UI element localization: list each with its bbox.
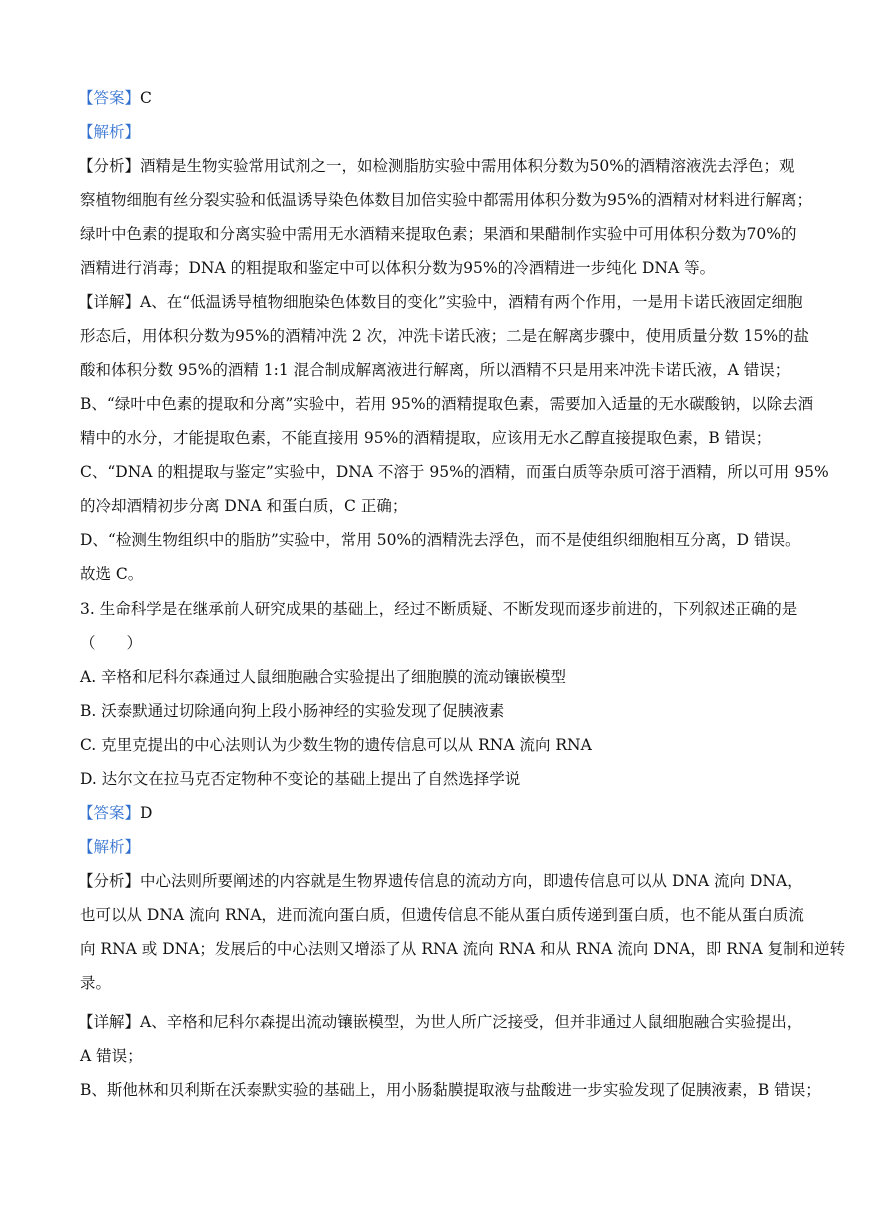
- q3-fenxi-line-3: 向 RNA 或 DNA；发展后的中心法则又增添了从 RNA 流向 RNA 和从 RNA 流向 DNA，即 RNA 复制和逆转: [80, 940, 846, 958]
- q2-fenxi-line-1: [78, 156, 794, 176]
- q2-xiangjie-line-2: 形态后，用体积分数为95%的酒精冲洗 2 次，冲洗卡诺氏液；二是在解离步骤中，使用质量分数 15%的盐: [80, 327, 810, 345]
- fenxi-text: 酒精是生物实验常用试剂之一，如检测脂肪实验中需用体积分数为50%的酒精溶液洗去浮色；观: [140, 157, 795, 175]
- q2-fenxi-line-4: 酒精进行消毒；DNA 的粗提取和鉴定中可以体积分数为95%的冷酒精进一步纯化 DNA 等。: [80, 259, 716, 277]
- fenxi-tag: 【分析】: [78, 872, 141, 890]
- q3-fenxi-line-2: 也可以从 DNA 流向 RNA，进而流向蛋白质，但遗传信息不能从蛋白质传递到蛋白质，也不能从蛋白质流: [80, 906, 804, 924]
- q3-option-a: A. 辛格和尼科尔森通过人鼠细胞融合实验提出了细胞膜的流动镶嵌模型: [80, 668, 567, 686]
- q3-option-d: D. 达尔文在拉马克否定物种不变论的基础上提出了自然选择学说: [80, 770, 521, 788]
- q2-xiangjie-line-9: 故选 C。: [80, 565, 144, 583]
- q3-stem-line-2: （ ）: [80, 634, 143, 652]
- q3-stem-line-1: 3. 生命科学是在继承前人研究成果的基础上，经过不断质疑、不断发现而逐步前进的，下列叙述正确的是: [80, 600, 798, 618]
- q3-fenxi-line-1: [78, 871, 803, 891]
- q2-xiangjie-line-3: 酸和体积分数 95%的酒精 1:1 混合制成解离液进行解离，所以酒精不只是用来冲洗卡诺氏液，A 错误；: [80, 361, 791, 379]
- xiangjie-tag: 【详解】: [78, 1013, 141, 1031]
- q2-answer-line: [78, 88, 794, 108]
- fenxi-text: 中心法则所要阐述的内容就是生物界遗传信息的流动方向，即遗传信息可以从 DNA 流向 DNA，: [140, 872, 803, 890]
- xiangjie-tag: 【详解】: [78, 293, 141, 311]
- xiangjie-text: A、在“低温诱导植物细胞染色体数目的变化”实验中，酒精有两个作用，一是用卡诺氏液固定细胞: [140, 293, 803, 311]
- q3-xiangjie-line-2: A 错误；: [80, 1047, 143, 1065]
- q2-fenxi-line-2: 察植物细胞有丝分裂实验和低温诱导染色体数目加倍实验中都需用体积分数为95%的酒精对材料进行解离；: [80, 191, 812, 209]
- analysis-tag: 【解析】: [78, 123, 141, 141]
- q2-xiangjie-line-5: 精中的水分，才能提取色素，不能直接用 95%的酒精提取，应该用无水乙醇直接提取色素，B 错误；: [80, 429, 772, 447]
- q2-xiangjie-line-1: [78, 292, 803, 312]
- q3-option-b: B. 沃泰默通过切除通向狗上段小肠神经的实验发现了促胰液素: [80, 702, 505, 720]
- fenxi-tag: 【分析】: [78, 157, 141, 175]
- answer-tag: 【答案】: [78, 89, 141, 107]
- analysis-tag: 【解析】: [78, 838, 141, 856]
- xiangjie-text: A、辛格和尼科尔森提出流动镶嵌模型，为世人所广泛接受，但并非通过人鼠细胞融合实验提出，: [140, 1013, 803, 1031]
- q3-xiangjie-line-3: B、斯他林和贝利斯在沃泰默实验的基础上，用小肠黏膜提取液与盐酸进一步实验发现了促胰液素，B 错误；: [80, 1081, 821, 1099]
- q3-option-c: C. 克里克提出的中心法则认为少数生物的遗传信息可以从 RNA 流向 RNA: [80, 736, 592, 754]
- q2-analysis-heading: [78, 122, 794, 142]
- q3-xiangjie-line-1: [78, 1012, 803, 1032]
- q3-analysis-heading: [78, 837, 794, 857]
- q2-fenxi-line-3: 绿叶中色素的提取和分离实验中需用无水酒精来提取色素；果酒和果醋制作实验中可用体积分数为70%的: [80, 225, 797, 243]
- q2-xiangjie-line-8: D、“检测生物组织中的脂肪”实验中，常用 50%的酒精洗去浮色，而不是使组织细胞相互分离，D 错误。: [80, 531, 801, 549]
- q2-xiangjie-line-4: B、“绿叶中色素的提取和分离”实验中，若用 95%的酒精提取色素，需要加入适量的无水碳酸钠，以除去酒: [80, 395, 814, 413]
- q3-answer-line: [78, 803, 794, 823]
- q3-fenxi-line-4: 录。: [80, 974, 112, 992]
- answer-value: D: [140, 804, 153, 822]
- answer-tag: 【答案】: [78, 804, 141, 822]
- q2-xiangjie-line-7: 的冷却酒精初步分离 DNA 和蛋白质，C 正确；: [80, 497, 408, 515]
- answer-value: C: [140, 89, 152, 107]
- q2-xiangjie-line-6: C、“DNA 的粗提取与鉴定”实验中，DNA 不溶于 95%的酒精，而蛋白质等杂质可溶于酒精，所以可用 95%: [80, 463, 829, 481]
